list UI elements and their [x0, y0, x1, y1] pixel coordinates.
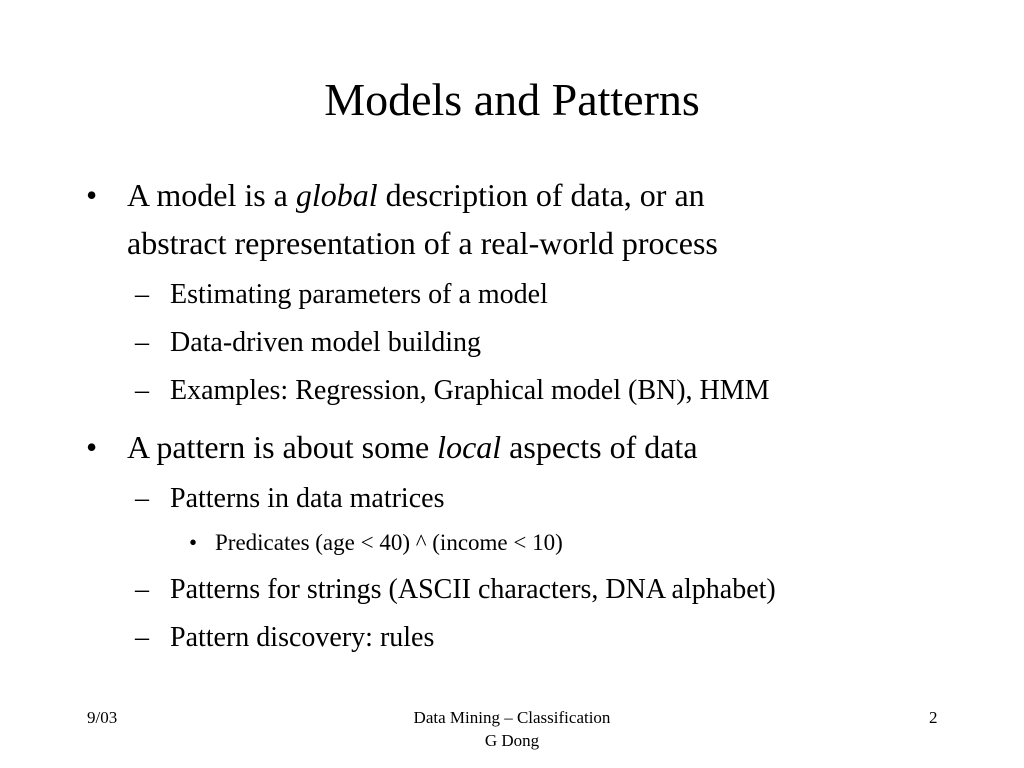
footer-date: 9/03	[87, 708, 118, 727]
bullet-model-line1	[127, 175, 705, 215]
bullet-pattern-text-pre: A pattern is about some	[127, 429, 438, 465]
bullet-model-emphasis: global	[295, 177, 378, 213]
bullet-marker: •	[86, 177, 98, 213]
bullet-marker: •	[86, 429, 98, 465]
sub-bullet-marker: –	[135, 375, 149, 406]
bullet-pattern-text-post: aspects of data	[501, 429, 698, 465]
sub-sub-bullet-marker: •	[189, 530, 198, 555]
bullet-pattern-emphasis: local	[437, 429, 502, 465]
sub-bullet-data-matrices: Patterns in data matrices	[170, 483, 445, 514]
bullet-model-text-pre: A model is a	[127, 177, 296, 213]
bullet-model-text-post: description of data, or an	[377, 177, 705, 213]
sub-bullet-marker: –	[135, 327, 149, 358]
footer-page-number: 2	[929, 708, 938, 727]
bullet-model-line2: abstract representation of a real-world process	[127, 225, 718, 261]
sub-bullet-marker: –	[135, 483, 149, 514]
sub-bullet-strings: Patterns for strings (ASCII characters, DNA alphabet)	[170, 574, 776, 605]
sub-bullet-discovery: Pattern discovery: rules	[170, 622, 435, 653]
footer-course	[312, 706, 712, 752]
sub-bullet-marker: –	[135, 279, 149, 310]
slide-title: Models and Patterns	[324, 74, 700, 125]
sub-sub-bullet-predicates: Predicates (age < 40) ^ (income < 10)	[215, 530, 563, 555]
footer-course-title: Data Mining – Classification	[413, 708, 611, 727]
sub-bullet-examples: Examples: Regression, Graphical model (BN), HMM	[170, 375, 770, 406]
sub-bullet-marker: –	[135, 574, 149, 605]
footer-author: G Dong	[484, 731, 540, 750]
sub-bullet-estimating: Estimating parameters of a model	[170, 279, 548, 310]
sub-bullet-data-driven: Data-driven model building	[170, 327, 482, 358]
bullet-pattern-line1	[127, 427, 698, 467]
sub-bullet-marker: –	[135, 622, 149, 653]
